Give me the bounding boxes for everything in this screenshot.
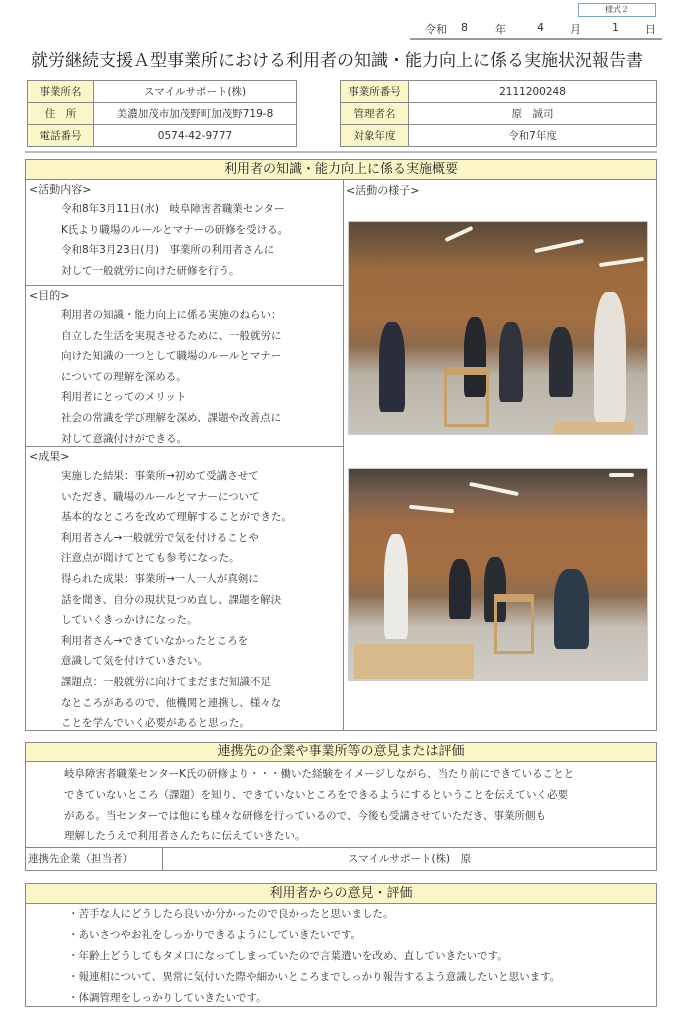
- label-manager: 管理者名: [341, 103, 409, 125]
- form-number-label: 様式２: [578, 3, 656, 17]
- purpose-line: 自立した生活を実現させるために、一般就労に: [61, 329, 282, 342]
- user-feedback-heading: 利用者からの意見・評価: [26, 884, 656, 904]
- user-feedback-item: ・あいさつやお礼をしっかりできるようにしていきたいです。: [68, 929, 362, 941]
- activity-block: [26, 180, 343, 286]
- user-feedback-item: ・年齢上どうしてもタメ口になってしまっていたので言葉遣いを改め、直していきたいです。: [68, 950, 508, 962]
- results-line: ことを学んでいく必要があると思った。: [61, 717, 250, 730]
- purpose-line: 社会の常識を学び理解を深め、課題や改善点に: [61, 411, 282, 424]
- activity-line: 令和8年3月23日(月) 事業所の利用者さんに: [61, 244, 275, 257]
- results-line: 得られた成果：事業所→一人一人が真剣に: [61, 572, 259, 585]
- value-office-number: 2111200248: [409, 81, 657, 103]
- purpose-heading: <目的>: [29, 289, 70, 302]
- value-manager: 原 誠司: [409, 103, 657, 125]
- results-heading: <成果>: [29, 450, 70, 463]
- results-line: 利用者さん→一般就労で気を付けることや: [61, 531, 259, 544]
- results-line: 基本的なところを改めて理解することができた。: [61, 511, 292, 524]
- photos-heading: <活動の様子>: [346, 184, 420, 197]
- partner-comment-line: 岐阜障害者職業センターK氏の研修より・・・働いた経験をイメージしながら、当たり前にできていることと: [64, 768, 575, 780]
- results-line: 話を聞き、自分の現状見つめ直し、課題を解決: [61, 593, 282, 606]
- results-line: していくきっかけになった。: [61, 614, 198, 627]
- results-line: 利用者さん→できていなかったところを: [61, 634, 249, 647]
- report-date: [425, 21, 656, 37]
- activity-heading: <活動内容>: [29, 183, 92, 196]
- label-target-year: 対象年度: [341, 125, 409, 147]
- date-day: 1: [612, 21, 619, 34]
- partner-contact-row: [26, 847, 656, 871]
- date-month: 4: [537, 21, 544, 34]
- activity-line: 令和8年3月11日(水) 岐阜障害者職業センター: [61, 203, 285, 215]
- date-year: 8: [461, 21, 468, 34]
- user-feedback-item: ・報連相について、異常に気付いた際や細かいところまでしっかり報告するよう意識したいと思います。: [68, 971, 561, 983]
- results-block: [26, 447, 343, 731]
- value-phone: 0574-42-9777: [94, 125, 297, 147]
- label-office-name: 事業所名: [28, 81, 94, 103]
- office-info-table: [27, 80, 297, 147]
- results-line: 注意点が聞けてとても参考になった。: [61, 552, 240, 565]
- activity-line: K氏より職場のルールとマナーの研修を受ける。: [61, 223, 289, 236]
- date-underline: [410, 38, 662, 40]
- results-line: 課題点：一般就労に向けてまだまだ知識不足: [61, 675, 271, 688]
- partner-evaluation-section: [25, 742, 657, 871]
- date-day-unit: 日: [645, 23, 656, 36]
- purpose-line: 利用者の知識・能力向上に係る実施のねらい：: [61, 309, 282, 321]
- purpose-block: [26, 286, 343, 447]
- value-address: 美濃加茂市加茂野町加茂野719-8: [94, 103, 297, 125]
- partner-contact-value: スマイルサポート(株) 原: [347, 853, 472, 865]
- partner-comment-line: できていないところ（課題）を知り、できていないところをできるようにするということを伝えていく必要: [64, 788, 568, 801]
- date-year-unit: 年: [495, 23, 506, 36]
- purpose-line: 利用者にとってのメリット: [61, 391, 187, 404]
- results-line: 意識して気を付けていきたい。: [61, 655, 208, 668]
- label-phone: 電話番号: [28, 125, 94, 147]
- office-details-table: [340, 80, 657, 147]
- overview-section: [25, 159, 657, 731]
- results-line: 実施した結果：事業所→初めて受講させて: [61, 470, 259, 482]
- label-office-number: 事業所番号: [341, 81, 409, 103]
- purpose-line: 対して意識付けができる。: [61, 432, 187, 445]
- results-line: なところがあるので、他機関と連携し、様々な: [61, 696, 282, 709]
- date-era: 令和: [425, 23, 447, 36]
- results-line: いただき、職場のルールとマナーについて: [61, 490, 260, 503]
- label-address: 住 所: [28, 103, 94, 125]
- activity-photo-1: [348, 221, 648, 435]
- value-target-year: 令和7年度: [409, 125, 657, 147]
- overview-heading: 利用者の知識・能力向上に係る実施概要: [26, 160, 656, 180]
- purpose-line: についての理解を深める。: [61, 370, 187, 383]
- partner-comment-line: 理解したうえで利用者さんたちに伝えていきたい。: [64, 830, 306, 843]
- partner-comment-line: がある。当センターでは他にも様々な研修を行っているので、今後も受講させていただき、事業所側も: [64, 809, 546, 822]
- user-feedback-item: ・体調管理をしっかりしていきたいです。: [68, 992, 267, 1004]
- purpose-line: 向けた知識の一つとして職場のルールとマナー: [61, 350, 282, 363]
- divider: [25, 151, 657, 153]
- activity-photo-2: [348, 468, 648, 681]
- user-feedback-section: [25, 883, 657, 1007]
- column-divider: [343, 180, 344, 731]
- user-feedback-item: ・苦手な人にどうしたら良いか分かったので良かったと思いました。: [68, 908, 394, 920]
- date-month-unit: 月: [570, 23, 581, 36]
- page-title: 就労継続支援Ａ型事業所における利用者の知識・能力向上に係る実施状況報告書: [31, 51, 643, 71]
- activity-line: 対して一般就労に向けた研修を行う。: [61, 264, 240, 277]
- partner-heading: 連携先の企業や事業所等の意見または評価: [26, 743, 656, 762]
- value-office-name: スマイルサポート(株): [94, 81, 297, 103]
- partner-contact-label: 連携先企業（担当者）: [26, 848, 163, 871]
